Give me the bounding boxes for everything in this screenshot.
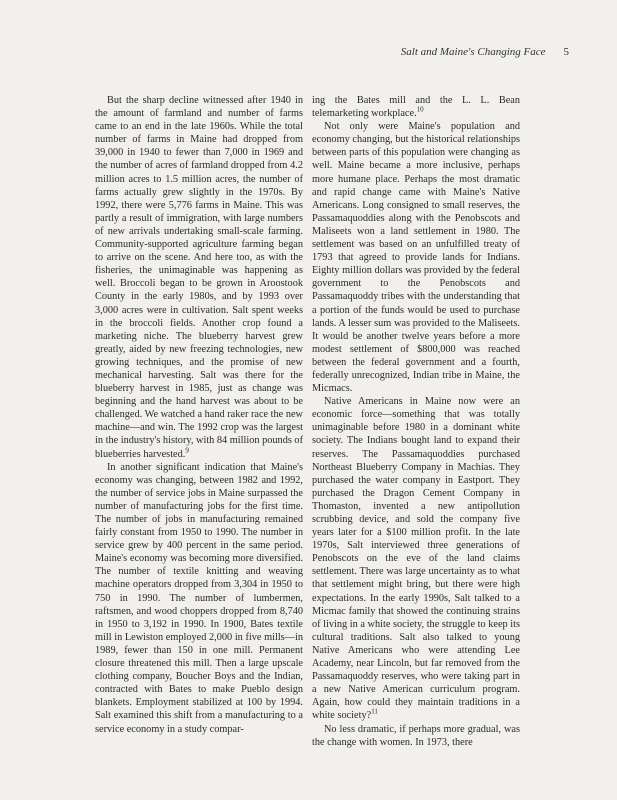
paragraph: Native Americans in Maine now were an economic force—something that was totally unimaginable before 1980 in a dominant white society. The Indians bought land to expand their reserves. The Passamaquoddies purchased Northeast Blueberry Company in Machias. They purchased the water company in Eastport. They purchased the Dragon Cement Company in Thomaston, invented a new antipollution scrubbing device, and sold the company five years later for a $100 million profit. In the late 1970s, Salt interviewed three generations of Penobscots on the eve of the land claims settlement. There was large uncertainty as to what that settlement might bring, but there were high expectations. In the early 1990s, Salt talked to a Micmac family that showed the continuing strains of living in a white society, the struggle to keep its cultural traditions. Salt also talked to young Native Americans who were attending Lee Academy, near Lincoln, but far removed from the Passamaquoddy reserves, who were taking part in a new Native American curriculum program. Again, how could they maintain traditions in a white society?$^{11}$: [312, 396, 520, 722]
paragraph: No less dramatic, if perhaps more gradual, was the change with women. In 1973, there: [312, 723, 520, 748]
right-column: [312, 94, 520, 749]
paragraph: In another significant indication that Maine's economy was changing, between 1982 and 1992, the number of service jobs in Maine surpassed the number of manufacturing jobs for the first time. The number of jobs in manufacturing remained fairly constant from 1950 to 1990. The number in service grew by 400 percent in the same period. Maine's economy was becoming more diversified. The number of textile knitting and weaving machine operators dropped from 3,304 in 1950 to 750 in 1990. The number of lumbermen, raftsmen, and wood choppers dropped from 8,740 in 1950 to 3,192 in 1990. In 1900, Bates textile mill in Lewiston employed 2,000 in five mills—in 1989, fewer than 150 in one mill. Permanent closure threatened this mill. Then a large upscale clothing company, Boucher Boys and the Indian, contracted with Bates to make Pueblo design blankets. Employment stabilized at 100 by 1994. Salt examined this shift from a manufacturing to a service economy in a study compar-: [95, 461, 303, 735]
footnote-ref: 11: [371, 707, 378, 716]
footnote-ref: 9: [185, 446, 189, 455]
running-header: [401, 46, 569, 58]
paragraph-continued: ing the Bates mill and the L. L. Bean telemarketing workplace.$^{10}$: [312, 95, 520, 120]
paragraph: Not only were Maine's population and economy changing, but the historical relationships between parts of this population were changing as well. Maine became a more inclusive, perhaps more humane place. Perhaps the most dramatic and rapid change came with Maine's Native Americans. Long consigned to small reserves, the Passamaquoddies along with the Penobscots and Maliseets won a land settlement in 1980. The settlement was based on an unfulfilled treaty of 1793 that agreed to provide lands for Indians. Eighty million dollars was provided by the federal government to the Penobscots and Passamaquoddy tribes with the understanding that a portion of the funds would be used to purchase lands. A lesser sum was provided to the Maliseets. It would be another twelve years before a more modest settlement of $800,000 was reached between the federal government and a fourth, federally unrecognized, Indian tribe in Maine, the Micmacs.: [312, 121, 520, 395]
page-number: 5: [563, 46, 569, 58]
footnote-ref: 10: [416, 105, 424, 114]
paragraph: But the sharp decline witnessed after 1940 in the amount of farmland and number of farms came to an end in the late 1960s. While the total number of farms in Maine had dropped from 39,000 in 1940 to fewer than 7,000 in 1969 and the number of acres of farmland dropped from 4.2 million acres to 1.5 million acres, the number of farms actually grew slightly in the 1970s. By 1992, there were 5,776 farms in Maine. This was partly a result of immigration, with large numbers of new arrivals undertaking small-scale farming. Community-supported agriculture farming began to arrive on the scene. And here too, as with the fisheries, the unimaginable was happening as well. Broccoli began to be grown in Aroostook County in the early 1980s, and by 1993 over 3,000 acres were in cultivation. Salt spent weeks in the broccoli fields. Another crop found a marketing niche. The blueberry harvest grew greatly, aided by new freezing technologies, new growing techniques, and the promise of new mechanical harvesting. Salt was there for the blueberry harvest in 1985, just as change was beginning and the hand harvest was about to be challenged. We watched a hand raker race the new machine—and win. The 1992 crop was the largest in the industry's history, with 84 million pounds of blueberries harvested.$^9$: [95, 95, 303, 460]
left-column: [95, 94, 303, 736]
header-title: Salt and Maine's Changing Face: [400, 46, 546, 58]
